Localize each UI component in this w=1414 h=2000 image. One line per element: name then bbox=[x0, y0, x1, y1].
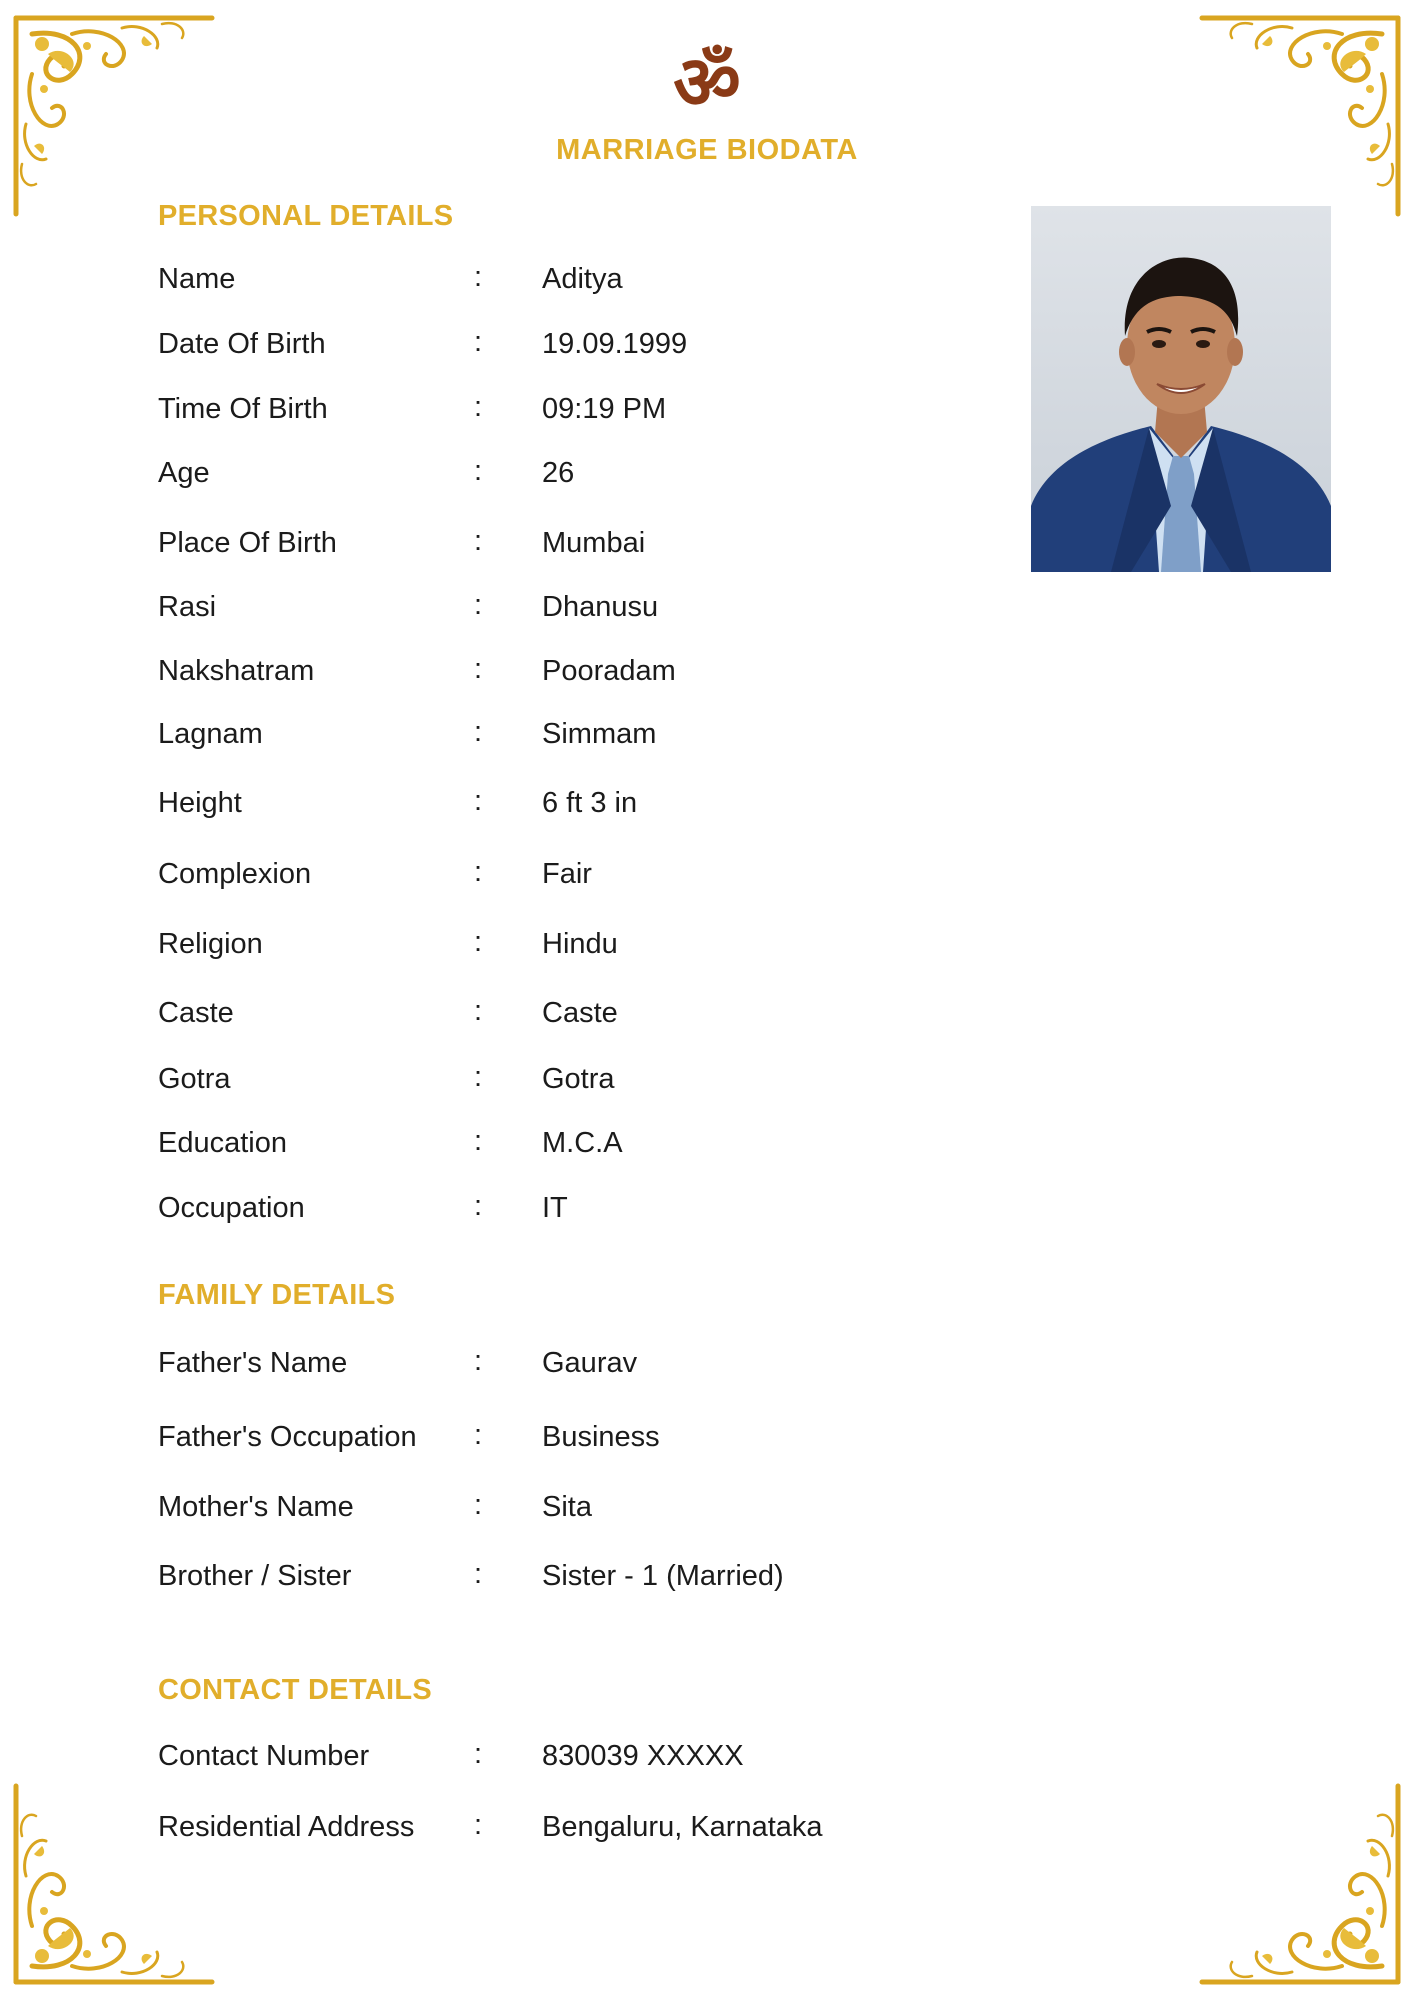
detail-row-height bbox=[0, 787, 1000, 827]
detail-label: Date Of Birth bbox=[158, 328, 326, 360]
detail-row-siblings bbox=[0, 1560, 1000, 1600]
detail-value: Simmam bbox=[542, 718, 657, 750]
profile-photo bbox=[1031, 206, 1331, 572]
detail-row-mothers-name bbox=[0, 1491, 1000, 1531]
detail-row-gotra bbox=[0, 1063, 1000, 1103]
separator-colon: : bbox=[474, 1345, 483, 1377]
detail-label: Residential Address bbox=[158, 1811, 415, 1843]
detail-row-age bbox=[0, 457, 1000, 497]
separator-colon: : bbox=[474, 589, 483, 621]
detail-label: Father's Name bbox=[158, 1347, 348, 1379]
separator-colon: : bbox=[474, 326, 483, 358]
separator-colon: : bbox=[474, 261, 483, 293]
detail-value: Gotra bbox=[542, 1063, 615, 1095]
personal-details-heading: PERSONAL DETAILS bbox=[158, 200, 454, 232]
detail-value: Caste bbox=[542, 997, 618, 1029]
detail-label: Time Of Birth bbox=[158, 393, 328, 425]
contact-details-heading: CONTACT DETAILS bbox=[158, 1674, 433, 1706]
document-title: MARRIAGE BIODATA bbox=[556, 134, 858, 166]
detail-row-place-of-birth bbox=[0, 527, 1000, 567]
detail-row-caste bbox=[0, 997, 1000, 1037]
detail-label: Caste bbox=[158, 997, 234, 1029]
detail-label: Mother's Name bbox=[158, 1491, 354, 1523]
separator-colon: : bbox=[474, 785, 483, 817]
detail-label: Complexion bbox=[158, 858, 312, 890]
separator-colon: : bbox=[474, 1558, 483, 1590]
detail-value: 19.09.1999 bbox=[542, 328, 688, 360]
detail-row-residential-address bbox=[0, 1811, 1000, 1851]
detail-row-religion bbox=[0, 928, 1000, 968]
detail-row-time-of-birth bbox=[0, 393, 1000, 433]
separator-colon: : bbox=[474, 716, 483, 748]
detail-value: Bengaluru, Karnataka bbox=[542, 1811, 823, 1843]
detail-label: Gotra bbox=[158, 1063, 231, 1095]
detail-value: 830039 XXXXX bbox=[542, 1740, 744, 1772]
family-details-heading: FAMILY DETAILS bbox=[158, 1279, 396, 1311]
detail-label: Occupation bbox=[158, 1192, 305, 1224]
detail-row-fathers-name bbox=[0, 1347, 1000, 1387]
detail-value: 6 ft 3 in bbox=[542, 787, 638, 819]
separator-colon: : bbox=[474, 653, 483, 685]
detail-value: IT bbox=[542, 1192, 568, 1224]
detail-label: Nakshatram bbox=[158, 655, 315, 687]
separator-colon: : bbox=[474, 455, 483, 487]
separator-colon: : bbox=[474, 1190, 483, 1222]
detail-row-contact-number bbox=[0, 1740, 1000, 1780]
detail-value: Sister - 1 (Married) bbox=[542, 1560, 784, 1592]
detail-value: Hindu bbox=[542, 928, 618, 960]
detail-label: Rasi bbox=[158, 591, 217, 623]
detail-label: Religion bbox=[158, 928, 263, 960]
detail-label: Contact Number bbox=[158, 1740, 370, 1772]
detail-value: Aditya bbox=[542, 263, 623, 295]
detail-value: 09:19 PM bbox=[542, 393, 667, 425]
separator-colon: : bbox=[474, 926, 483, 958]
separator-colon: : bbox=[474, 1061, 483, 1093]
detail-value: Fair bbox=[542, 858, 592, 890]
detail-row-education bbox=[0, 1127, 1000, 1167]
detail-label: Age bbox=[158, 457, 210, 489]
separator-colon: : bbox=[474, 391, 483, 423]
detail-row-nakshatram bbox=[0, 655, 1000, 695]
detail-row-lagnam bbox=[0, 718, 1000, 758]
detail-value: Mumbai bbox=[542, 527, 646, 559]
detail-value: Pooradam bbox=[542, 655, 676, 687]
detail-label: Brother / Sister bbox=[158, 1560, 352, 1592]
detail-row-occupation bbox=[0, 1192, 1000, 1232]
detail-value: Dhanusu bbox=[542, 591, 659, 623]
detail-label: Place Of Birth bbox=[158, 527, 337, 559]
detail-label: Education bbox=[158, 1127, 287, 1159]
detail-row-complexion bbox=[0, 858, 1000, 898]
detail-row-name bbox=[0, 263, 1000, 303]
separator-colon: : bbox=[474, 1125, 483, 1157]
detail-value: M.C.A bbox=[542, 1127, 623, 1159]
corner-ornament-icon bbox=[12, 1766, 232, 1986]
detail-row-date-of-birth bbox=[0, 328, 1000, 368]
detail-value: 26 bbox=[542, 457, 575, 489]
separator-colon: : bbox=[474, 1489, 483, 1521]
detail-row-rasi bbox=[0, 591, 1000, 631]
separator-colon: : bbox=[474, 1809, 483, 1841]
detail-row-fathers-occupation bbox=[0, 1421, 1000, 1461]
detail-label: Father's Occupation bbox=[158, 1421, 417, 1453]
detail-label: Name bbox=[158, 263, 236, 295]
separator-colon: : bbox=[474, 1738, 483, 1770]
corner-ornament-icon bbox=[1182, 1766, 1402, 1986]
detail-label: Height bbox=[158, 787, 242, 819]
separator-colon: : bbox=[474, 995, 483, 1027]
om-symbol-icon: ॐ bbox=[673, 40, 741, 126]
separator-colon: : bbox=[474, 1419, 483, 1451]
separator-colon: : bbox=[474, 525, 483, 557]
detail-value: Business bbox=[542, 1421, 660, 1453]
detail-label: Lagnam bbox=[158, 718, 263, 750]
detail-value: Sita bbox=[542, 1491, 592, 1523]
detail-value: Gaurav bbox=[542, 1347, 638, 1379]
separator-colon: : bbox=[474, 856, 483, 888]
